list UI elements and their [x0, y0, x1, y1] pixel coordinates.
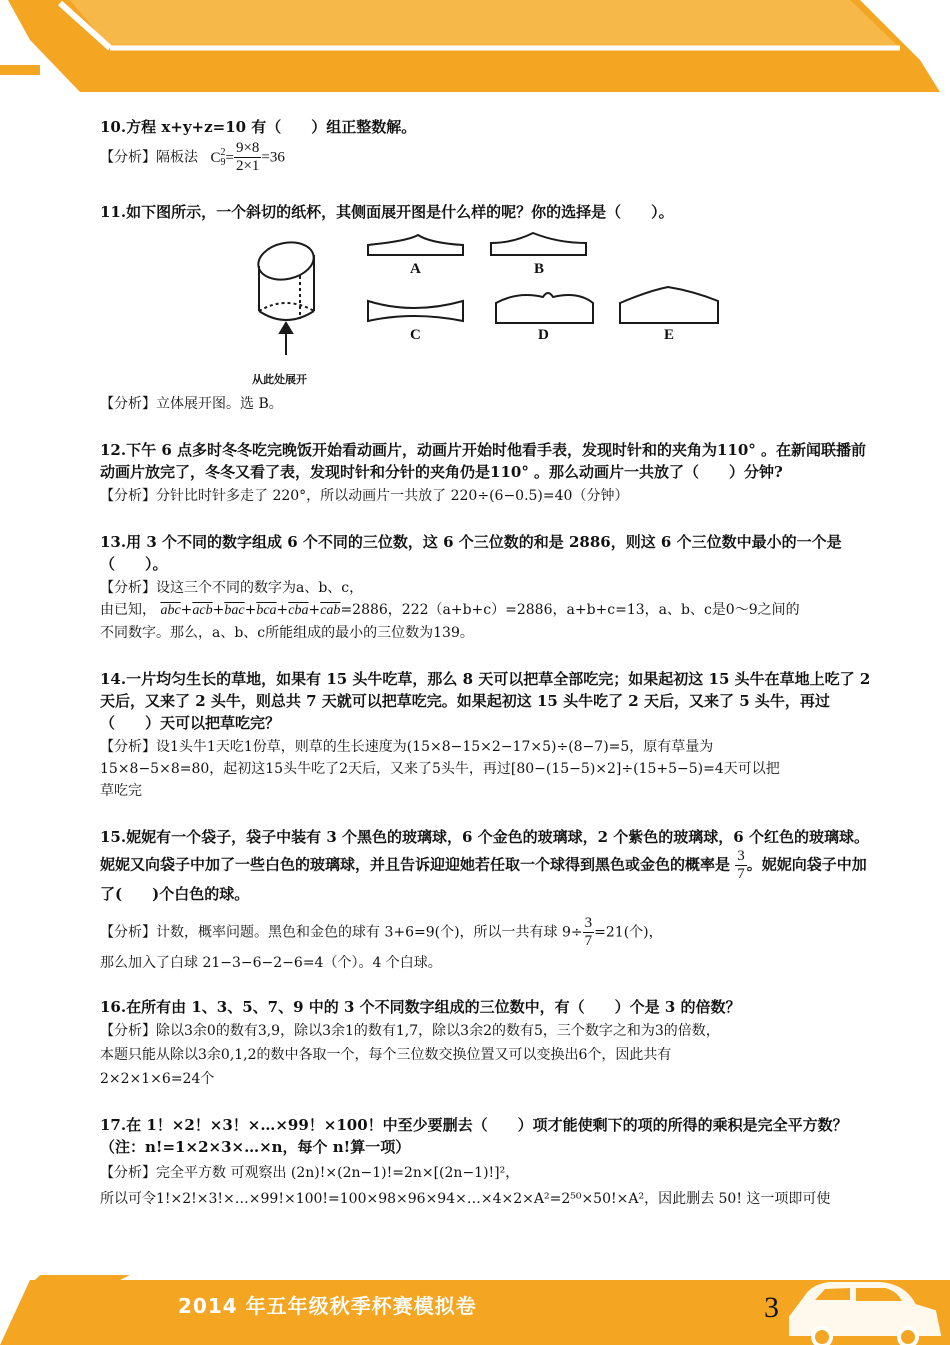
analysis-12: 【分析】分针比时针多走了 220°，所以动画片一共放了 220÷(6−0.5)=40（分钟） — [100, 488, 629, 504]
figure-caption: 从此处展开 — [252, 373, 307, 386]
option-d-label: D — [538, 327, 549, 343]
question-14: 14.一片均匀生长的草地，如果有 15 头牛吃草，那么 8 天可以把草全部吃完；如果起初这 15 头牛在草地上吃了 2 天后，又来了 2 头牛，则总共 7 天就可以把草吃完。如果起初这 15 头牛吃了 2 天后，又来了 5 头牛，再过（ ）天可以把草吃完？ — [100, 670, 871, 732]
option-b-shape — [491, 233, 586, 255]
option-a-label: A — [410, 261, 421, 277]
question-17-line-1: 17.在 1！×2！×3！×…×99！×100！中至少要删去（ ）项才能使剩下的项的所得的乘积是完全平方数？ — [100, 1116, 848, 1134]
analysis-17-line-1: 【分析】完全平方数 可观察出 (2n)!×(2n−1)!=2n×[(2n−1)!]²， — [100, 1165, 520, 1181]
footer-title: 2014 年五年级秋季杯赛模拟卷 — [178, 1294, 477, 1318]
option-e-shape — [620, 287, 718, 323]
analysis-14-line-3: 草吃完 — [100, 783, 142, 799]
option-b-label: B — [534, 261, 545, 277]
question-17-line-2: （注：n!=1×2×3×…×n，每个 n!算一项） — [100, 1138, 411, 1156]
probability-fraction: $\frac{3}{7}$ — [737, 848, 745, 882]
cup-figure-svg — [248, 231, 748, 391]
option-d-shape — [496, 293, 593, 323]
analysis-16-line-2: 本题只能从除以3余0,1,2的数中各取一个，每个三位数交换位置又可以变换出6个，因此共有 — [100, 1047, 672, 1063]
analysis-17-line-2: 所以可令1!×2!×3!×…×99!×100!=100×98×96×94×…×4×2×A²=2⁵⁰×50!×A²，因此删去 50! 这一项即可使 — [100, 1191, 831, 1207]
question-12: 12.下午 6 点多时冬冬吃完晚饭开始看动画片，动画片开始时他看手表，发现时针和的夹角为110° 。在新闻联播前动画片放完了，冬冬又看了表，发现时针和分针的夹角仍是110° 。那么动画片一共放了（ ）分钟? — [100, 441, 867, 481]
analysis-16-line-1: 【分析】除以3余0的数有3,9，除以3余1的数有1,7，除以3余2的数有5，三个数字之和为3的倍数， — [100, 1023, 720, 1039]
question-10: 10.方程 x+y+z=10 有（ ）组正整数解。 — [100, 118, 417, 136]
analysis-16-line-3: 2×2×1×6=24个 — [100, 1071, 215, 1087]
question-16: 16.在所有由 1、3、5、7、9 中的 3 个不同数字组成的三位数中，有（ ）个是 3 的倍数？ — [100, 998, 741, 1016]
question-15: 15.妮妮有一个袋子，袋子中装有 3 个黑色的玻璃球，6 个金色的玻璃球，2 个紫色的玻璃球，6 个红色的玻璃球。妮妮又向袋子中加了一些白色的玻璃球，并且告诉迎迎她若任取一个球得到黑色或金色的概率是 $\frac{3}{7}$ 。妮妮向袋子中加了( )个白色的球。 — [100, 828, 869, 903]
option-e-label: E — [664, 327, 675, 343]
term-cab: $\overline{cab}$ — [320, 603, 341, 618]
analysis-14-line-2: 15×8−5×8=80，起初这15头牛吃了2天后，又来了5头牛，再过[80−(15−5)×2]÷(15+5−5)=4天可以把 — [100, 761, 780, 777]
question-13: 13.用 3 个不同的数字组成 6 个不同的三位数，这 6 个三位数的和是 2886，则这 6 个三位数中最小的一个是（ ）。 — [100, 533, 842, 573]
analysis-15-line-1: 【分析】计数，概率问题。黑色和金色的球有 3+6=9(个)，所以一共有球 9÷ $\frac{3}{7}$ =21(个)， — [100, 915, 663, 949]
slanted-cup-drawing — [255, 238, 317, 355]
option-c-label: C — [410, 327, 421, 343]
term-acb: $\overline{acb}$ — [192, 603, 213, 618]
analysis-13-line-1: 【分析】设这三个不同的数字为a、b、c， — [100, 580, 364, 596]
page-number: 3 — [764, 1291, 779, 1324]
cup-unfold-figure — [248, 231, 748, 391]
analysis-fraction: $\frac{3}{7}$ — [584, 915, 593, 949]
analysis-10: 【分析】隔板法 C 2 9 = $\frac{9\times 8}{2\times 1}$ =36 — [100, 140, 285, 174]
analysis-14-line-1: 【分析】设1头牛1天吃1份草，则草的生长速度为(15×8−15×2−17×5)÷(8−7)=5，原有草量为 — [100, 739, 714, 755]
combination-symbol: C — [210, 149, 221, 166]
page-content — [100, 116, 872, 1210]
term-cba: $\overline{cba}$ — [288, 603, 309, 618]
analysis-13-line-3: 不同数字。那么，a、b、c所能组成的最小的三位数为139。 — [100, 625, 474, 641]
term-bac: $\overline{bac}$ — [224, 603, 245, 618]
term-abc: $\overline{abc}$ — [160, 603, 181, 618]
fraction: $\frac{9\times 8}{2\times 1}$ — [235, 140, 260, 174]
analysis-13-line-2: 由已知， $\overline{abc}+\overline{acb}+\overline{bac}+\overline{bca}+\overline{cba}+\overline{cab}=2886$，222（a+b+c）=2886，a+b+c=13，a、b、c是0～9之间的 — [100, 602, 800, 618]
header-banner — [0, 0, 950, 100]
question-11: 11.如下图所示，一个斜切的纸杯，其侧面展开图是什么样的呢？你的选择是（ ）。 — [100, 203, 674, 221]
term-bca: $\overline{bca}$ — [256, 603, 277, 618]
option-c-shape — [368, 301, 463, 321]
analysis-11: 【分析】立体展开图。选 B。 — [100, 396, 283, 412]
option-a-shape — [368, 235, 463, 255]
analysis-15-line-2: 那么加入了白球 21−3−6−2−6=4（个）。4 个白球。 — [100, 955, 442, 971]
